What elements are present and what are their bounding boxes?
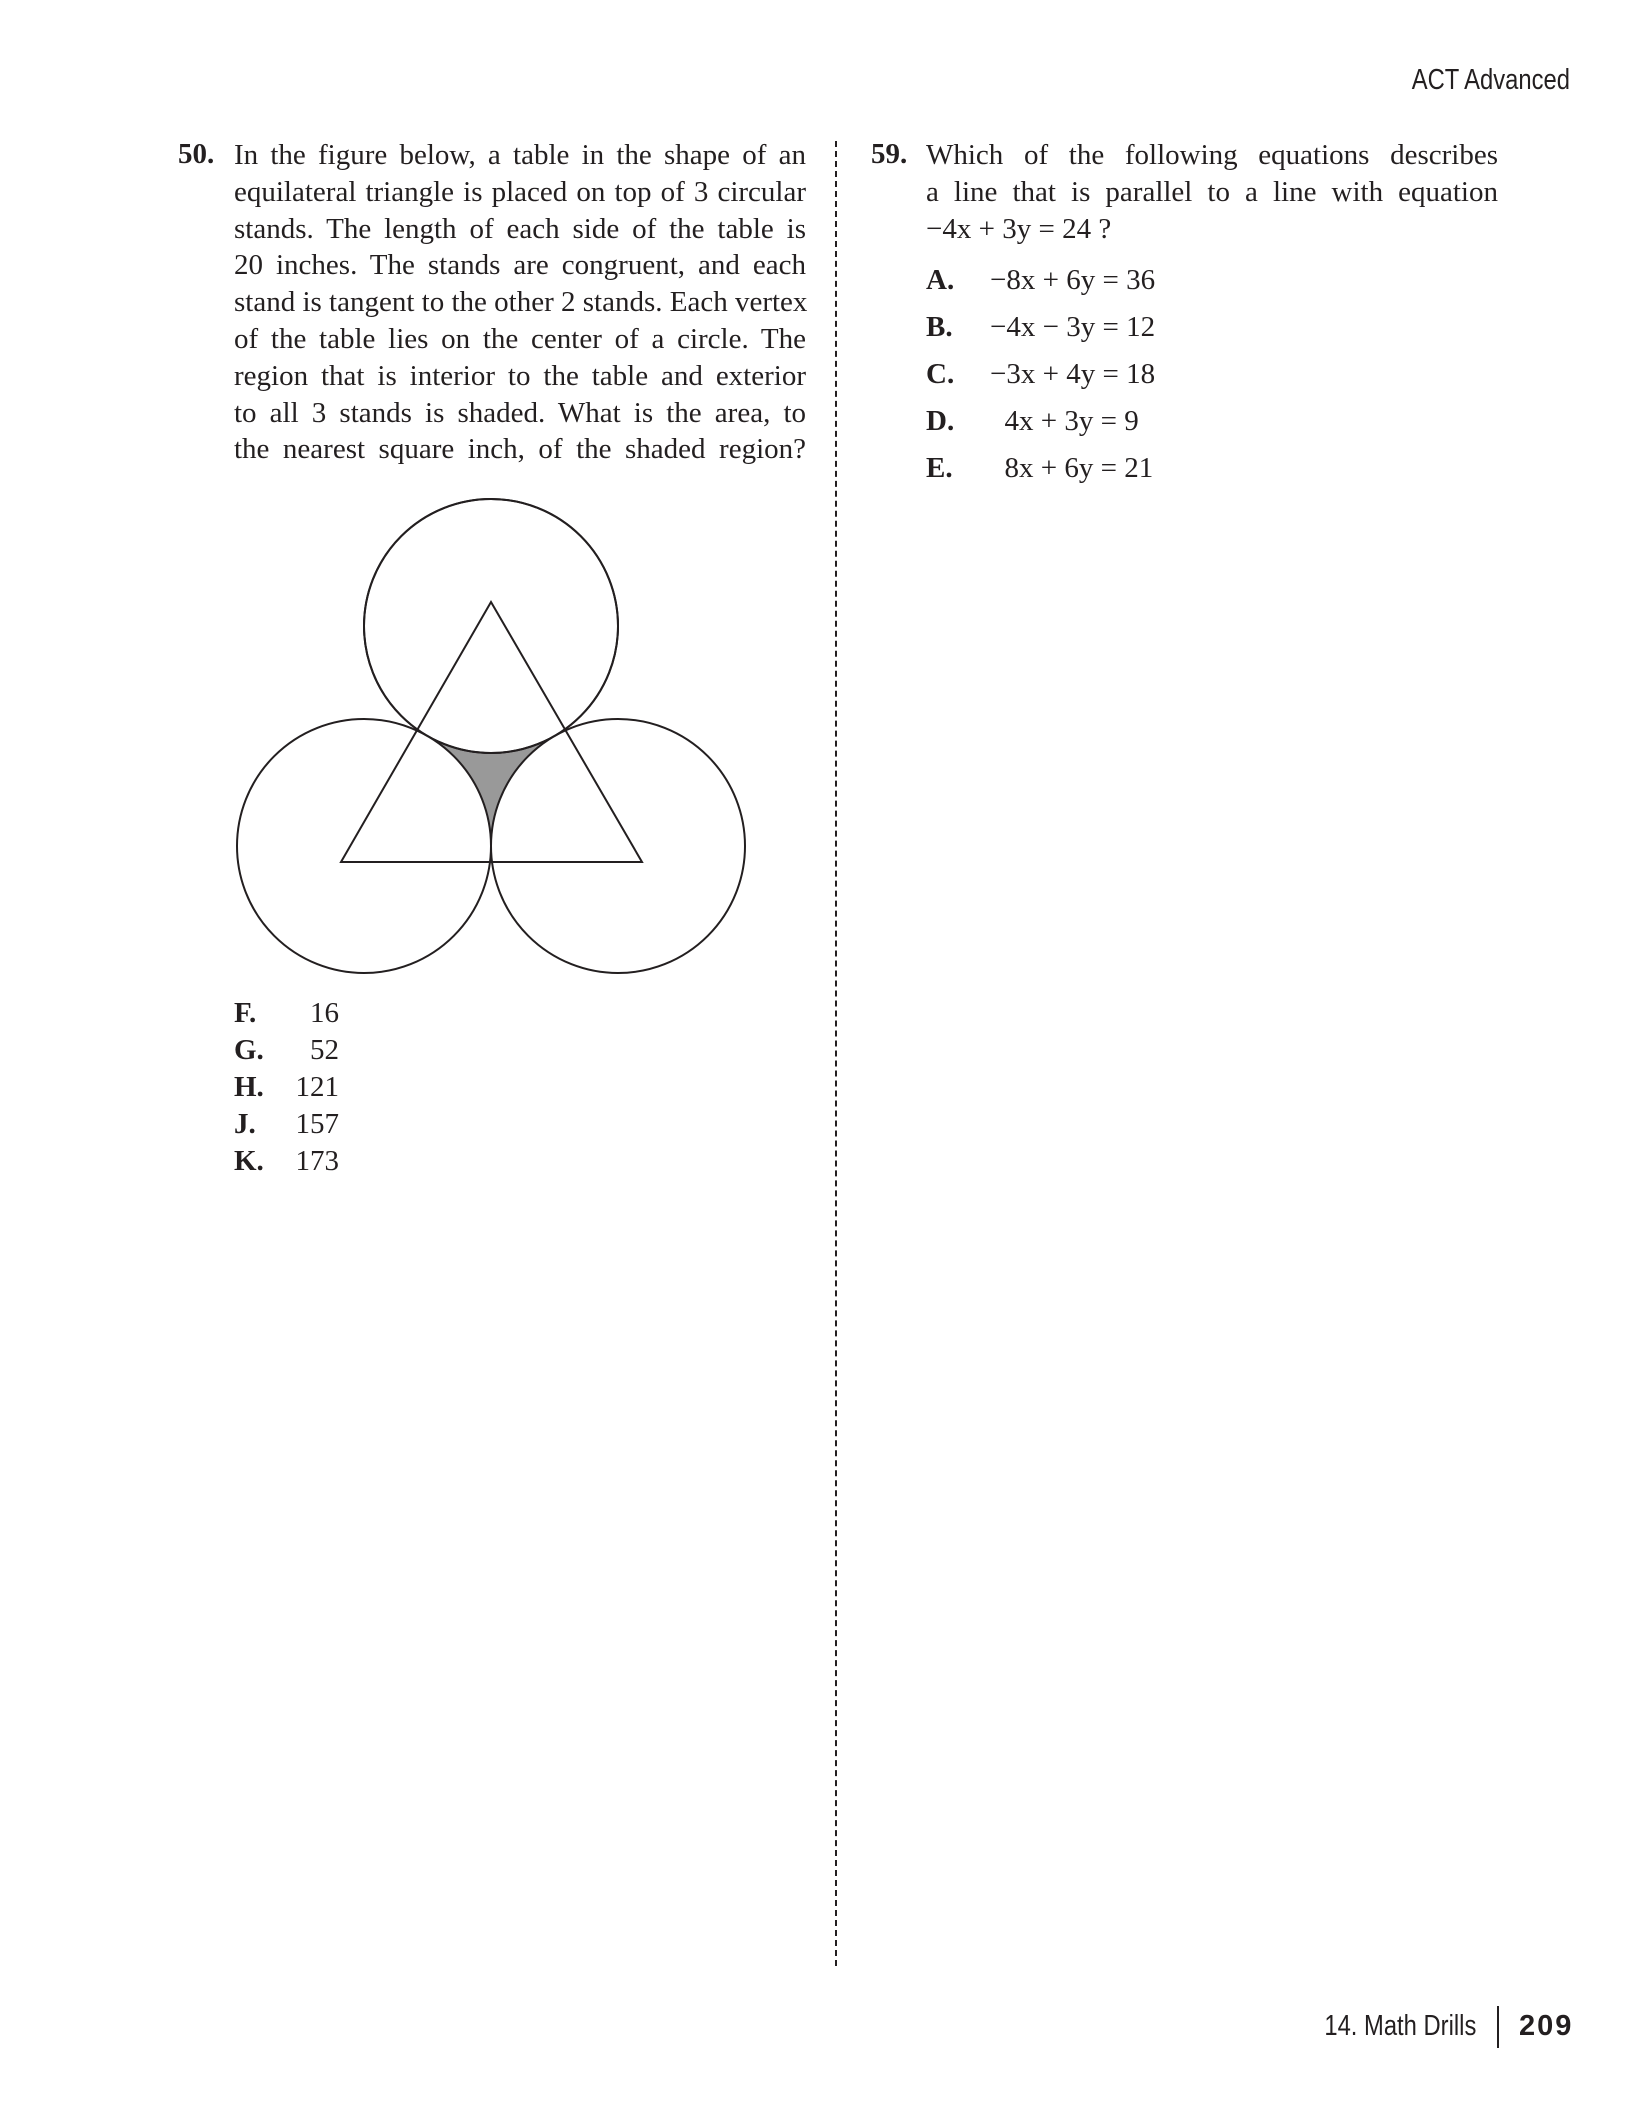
text-line: the nearest square inch, of the shaded region? [234, 433, 806, 466]
option-equation: −8x + 6y = 36 [990, 264, 1156, 296]
question-59-number: 59. [871, 138, 908, 170]
option-equation: 8x + 6y = 21 [990, 452, 1154, 484]
triangle-circles-figure [0, 0, 835, 1000]
answer-g[interactable] [234, 1034, 339, 1067]
option-letter: C. [926, 358, 955, 390]
text-line: of the table lies on the center of a circle. The [234, 322, 806, 355]
option-letter: E. [926, 452, 953, 484]
option-value: 173 [295, 1145, 339, 1177]
answer-a[interactable] [926, 264, 1155, 297]
stand-circle-top [364, 499, 618, 753]
option-letter: B. [926, 311, 953, 343]
text-line: stand is tangent to the other 2 stands. Each vertex [234, 286, 808, 319]
question-50-number: 50. [178, 138, 215, 170]
footer-divider [1497, 2006, 1499, 2048]
option-letter: A. [926, 264, 955, 296]
answer-d[interactable] [926, 405, 1139, 438]
question-59-text [926, 137, 1498, 247]
text-line: −4x + 3y = 24 ? [926, 212, 1112, 245]
text-line: a line that is parallel to a line with equation [926, 175, 1498, 208]
option-letter: H. [234, 1071, 264, 1103]
option-letter: G. [234, 1034, 264, 1066]
running-header: ACT Advanced [1411, 64, 1570, 96]
answer-b[interactable] [926, 311, 1155, 344]
option-value: 52 [310, 1034, 339, 1066]
option-equation: −4x − 3y = 12 [990, 311, 1156, 343]
answer-c[interactable] [926, 358, 1155, 391]
option-letter: K. [234, 1145, 264, 1177]
option-equation: −3x + 4y = 18 [990, 358, 1156, 390]
answer-h[interactable] [234, 1071, 339, 1104]
answer-j[interactable] [234, 1108, 339, 1141]
answer-e[interactable] [926, 452, 1153, 485]
section-label: 14. Math Drills [1324, 2010, 1476, 2042]
option-equation: 4x + 3y = 9 [990, 405, 1139, 437]
answer-f[interactable] [234, 997, 339, 1030]
option-letter: F. [234, 997, 257, 1029]
option-value: 157 [295, 1108, 339, 1140]
text-line: In the figure below, a table in the shape of an [234, 139, 806, 171]
text-line: to all 3 stands is shaded. What is the area, to [234, 396, 806, 429]
answer-k[interactable] [234, 1145, 339, 1178]
text-line: equilateral triangle is placed on top of 3 circular [234, 175, 806, 208]
text-line: 20 inches. The stands are congruent, and each [234, 249, 806, 282]
page-number: 209 [1519, 2010, 1574, 2042]
text-line: Which of the following equations describes [926, 139, 1498, 171]
option-letter: J. [234, 1108, 256, 1140]
text-line: region that is interior to the table and exterior [234, 359, 806, 392]
column-divider [835, 141, 837, 1966]
stand-circle-right [491, 719, 745, 973]
option-letter: D. [926, 405, 955, 437]
stand-circle-left [237, 719, 491, 973]
option-value: 16 [310, 997, 339, 1029]
text-line: stands. The length of each side of the table is [234, 212, 806, 245]
option-value: 121 [295, 1071, 339, 1103]
